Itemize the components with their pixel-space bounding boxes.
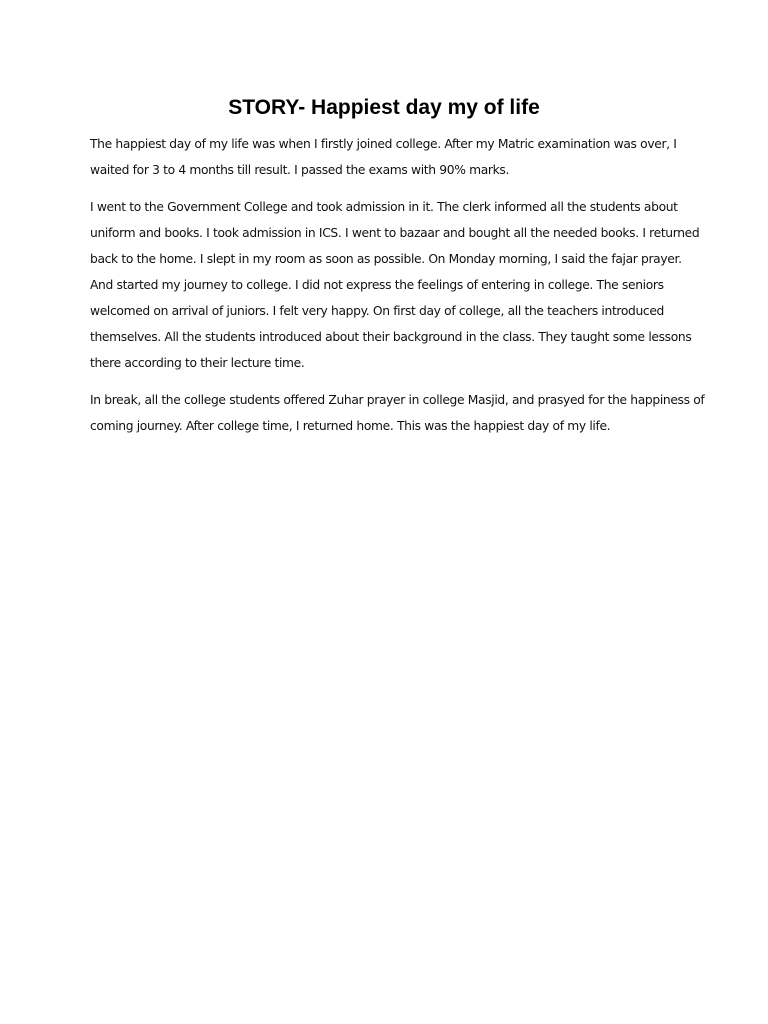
text-line: The happiest day of my life was when I firstly joined college. After my Matric examination was over, I — [90, 137, 677, 151]
text-line: coming journey. After college time, I returned home. This was the happiest day of my life. — [90, 419, 611, 433]
text-line: themselves. All the students introduced about their background in the class. They taught some lessons — [90, 330, 692, 344]
story-title: STORY- Happiest day my of life — [228, 96, 540, 119]
story-body — [90, 131, 705, 450]
text-line: waited for 3 to 4 months till result. I passed the exams with 90% marks. — [90, 163, 510, 177]
paragraph-2 — [90, 194, 700, 376]
text-line: there according to their lecture time. — [90, 356, 305, 370]
text-line: back to the home. I slept in my room as soon as possible. On Monday morning, I said the fajar prayer. — [90, 252, 682, 266]
paragraph-3 — [90, 387, 705, 439]
paragraph-1 — [90, 131, 690, 183]
text-line: In break, all the college students offered Zuhar prayer in college Masjid, and prasyed for the happiness of — [90, 393, 705, 407]
text-line: I went to the Government College and took admission in it. The clerk informed all the students about — [90, 200, 678, 214]
text-line: uniform and books. I took admission in ICS. I went to bazaar and bought all the needed books. I returned — [90, 226, 700, 240]
text-line: And started my journey to college. I did not express the feelings of entering in college. The seniors — [90, 278, 664, 292]
text-line: welcomed on arrival of juniors. I felt very happy. On first day of college, all the teachers introduced — [90, 304, 665, 318]
